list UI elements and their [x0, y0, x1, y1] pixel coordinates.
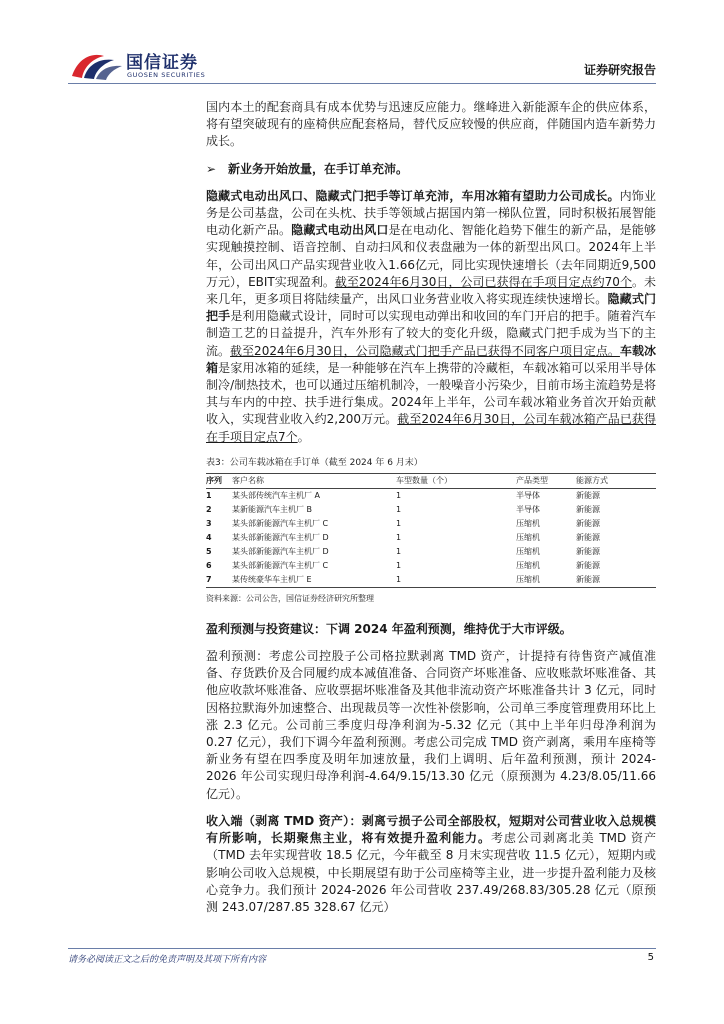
- table-source-note: 资料来源：公司公告，国信证券经济研究所整理: [206, 593, 374, 603]
- model-count-cell: 1: [396, 504, 402, 514]
- paragraph-text: 是利用隐藏式设计，同时可以实现电动弹出和收回的车门开启的把手。随着汽车制造工艺的日益提升，汽车外形有了较大的变化升级，隐藏式门把手成为当下的主流。: [206, 309, 656, 358]
- row-index: 3: [206, 518, 212, 528]
- customer-cell: 某头部传统汽车主机厂 A: [232, 490, 321, 500]
- model-count-cell: 1: [396, 560, 402, 570]
- customer-cell: 某头部新能源汽车主机厂 C: [232, 560, 329, 570]
- table-row: [206, 559, 656, 573]
- footer-disclaimer: 请务必阅读正文之后的免责声明及其项下所有内容: [68, 955, 267, 965]
- header-cell: 客户名称: [232, 475, 264, 485]
- product-type-cell: 压缩机: [516, 518, 540, 528]
- model-count-cell: 1: [396, 490, 402, 500]
- energy-type-cell: 新能源: [576, 490, 600, 500]
- product-type-cell: 压缩机: [516, 574, 540, 584]
- customer-cell: 某传统豪华车主机厂 E: [232, 574, 312, 584]
- product-type-cell: 压缩机: [516, 532, 540, 542]
- row-index: 6: [206, 560, 212, 570]
- header-cell: 能源方式: [576, 475, 608, 485]
- page-header: [0, 0, 724, 90]
- term-air-vent: 隐藏式电动出风口: [291, 223, 389, 238]
- product-type-cell: 半导体: [516, 504, 540, 514]
- customer-cell: 某头部新能源汽车主机厂 C: [232, 518, 329, 528]
- energy-type-cell: 新能源: [576, 574, 600, 584]
- table-row: [206, 573, 656, 588]
- header-cell: 序列: [206, 475, 222, 485]
- report-type-label: 证券研究报告: [583, 63, 656, 77]
- paragraph-text: 是家用冰箱的延续，是一种能够在汽车上携带的冷藏柜，车载冰箱可以采用半导体制冷/制热技术，也可以通过压缩机制冷，一般噪音小污染少，目前市场主流趋势是将其与车内的中控、扶手进行集成。2024年上半年，公司车载冰箱业务首次开始贡献收入，实现营业收入约2,200万元。: [206, 360, 656, 427]
- highlight-air-vent-orders: 截至2024年6月30日，公司已获得在手项目定点约70个: [334, 274, 632, 289]
- bullet-heading: [206, 161, 656, 178]
- model-count-cell: 1: [396, 532, 402, 542]
- revenue-lead: 收入端（剥离 TMD 资产）：剥离亏损子公司全部股权，短期对公司营业收入总规模有所影响，长期聚焦主业，将有效提升盈利能力。: [206, 813, 656, 846]
- paragraph-text: 。未来几年，更多项目将陆续量产，出风口业务营业收入将实现连续快速增长。: [206, 274, 656, 307]
- new-business-paragraph: [206, 188, 656, 446]
- main-content: [206, 99, 656, 916]
- model-count-cell: 1: [396, 574, 402, 584]
- paragraph-text: 内饰业务是公司基盘，公司在头枕、扶手等领域占据国内第一梯队位置，同时积极拓展智能电动化新产品。: [206, 188, 656, 238]
- page-number: 5: [647, 952, 654, 963]
- customer-cell: 某新能源汽车主机厂 B: [232, 504, 313, 514]
- forecast-section-heading: 盈利预测与投资建议：下调 2024 年盈利预测，维持优于大市评级。: [206, 621, 572, 636]
- table-row: [206, 545, 656, 559]
- product-type-cell: 半导体: [516, 490, 540, 500]
- energy-type-cell: 新能源: [576, 546, 600, 556]
- paragraph-text: 是在电动化、智能化趋势下催生的新产品，是能够实现触摸控制、语音控制、自动扫风和仪表盘融为一体的新型出风口。2024年上半年，公司出风口产品实现营业收入1.66亿元，同比实现快速增长（去年同期近9,500万元），EBIT实现盈利。: [206, 223, 656, 289]
- guosen-logo-mark-icon: [70, 50, 124, 82]
- energy-type-cell: 新能源: [576, 504, 600, 514]
- table-title: 表3：公司车载冰箱在手订单（截至 2024 年 6 月末）: [206, 457, 423, 468]
- product-type-cell: 压缩机: [516, 546, 540, 556]
- model-count-cell: 1: [396, 518, 402, 528]
- highlight-fridge-orders: 截至2024年6月30日，公司车载冰箱产品已获得在手项目定点7个: [206, 412, 657, 444]
- row-index: 4: [206, 532, 212, 542]
- product-type-cell: 压缩机: [516, 560, 540, 570]
- logo-chinese-name: 国信证券: [126, 53, 198, 73]
- term-car-fridge: 车载冰箱: [206, 343, 656, 375]
- fridge-orders-table: [206, 474, 656, 588]
- row-index: 5: [206, 546, 212, 556]
- intro-paragraph: 国内本土的配套商具有成本优势与迅速反应能力。继峰进入新能源车企的供应体系，将有望突破现有的座椅供应配套格局，替代反应较慢的供应商，伴随国内造车新势力成长。: [206, 100, 656, 149]
- guosen-logo: [70, 46, 290, 86]
- term-door-handle: 隐藏式门把手: [206, 292, 656, 324]
- header-cell: 产品类型: [516, 475, 548, 485]
- table-row: [206, 503, 656, 517]
- paragraph-text: 考虑公司剥离北美 TMD 资产（TMD 去年实现营收 18.5 亿元，今年截至 8 月末实现营收 11.5 亿元），短期内或影响公司收入总规模，中长期展望有助于公司座椅等主业，进一步提升盈利能力及核心竞争力。我们预计 2024-2026 年公司营收 237.49/268.83/305.28 亿元（原预测 243.07/287.85 328.67 亿元）: [206, 831, 656, 914]
- fridge-orders-table-block: [206, 457, 656, 605]
- highlight-door-handle-orders: 截至2024年6月30日，公司隐藏式门把手产品已获得不同客户项目定点。: [230, 343, 620, 358]
- row-index: 1: [206, 490, 212, 500]
- energy-type-cell: 新能源: [576, 532, 600, 542]
- customer-cell: 某头部新能源汽车主机厂 D: [232, 532, 329, 542]
- model-count-cell: 1: [396, 546, 402, 556]
- footer-divider: [68, 948, 656, 949]
- logo-english-name: GUOSEN SECURITIES: [127, 71, 206, 79]
- energy-type-cell: 新能源: [576, 518, 600, 528]
- forecast-paragraph: 盈利预测：考虑公司控股子公司格拉默剥离 TMD 资产，计提持有待售资产减值准备、存货跌价及合同履约成本减值准备、合同资产坏账准备、应收账款坏账准备、其他应收款坏账准备、应收票据坏账准备及其他非流动资产坏账准备共计 3 亿元，同时因格拉默海外加速整合、出现裁员等一次性补偿影响，公司单三季度管理费用环比上涨 2.3 亿元。公司前三季度归母净利润为-5.32 亿元（其中上半年归母净利润为 0.27 亿元），我们下调今年盈利预测。考虑公司完成 TMD 资产剥离，乘用车座椅等新业务有望在四季度及明年加速放量，我们上调明、后年盈利预测，预计 2024-2026 年公司实现归母净利润-4.64/9.15/13.30 亿元（原预测为 4.23/8.05/11.66 亿元）。: [206, 649, 656, 801]
- paragraph-lead: 隐藏式电动出风口、隐藏式门把手等订单充沛，车用冰箱有望助力公司成长。: [206, 188, 620, 203]
- table-row: [206, 517, 656, 531]
- energy-type-cell: 新能源: [576, 560, 600, 570]
- row-index: 2: [206, 504, 212, 514]
- table-header-row: [206, 474, 656, 489]
- arrow-bullet-icon: ➢: [206, 161, 217, 176]
- table-row: [206, 488, 656, 503]
- header-divider: [68, 83, 656, 84]
- bullet-heading-text: 新业务开始放量，在手订单充沛。: [228, 161, 409, 176]
- table-row: [206, 531, 656, 545]
- revenue-paragraph: [206, 813, 656, 916]
- paragraph-text: 。: [297, 429, 310, 444]
- row-index: 7: [206, 574, 212, 584]
- header-cell: 车型数量（个）: [396, 475, 452, 485]
- customer-cell: 某头部新能源汽车主机厂 D: [232, 546, 329, 556]
